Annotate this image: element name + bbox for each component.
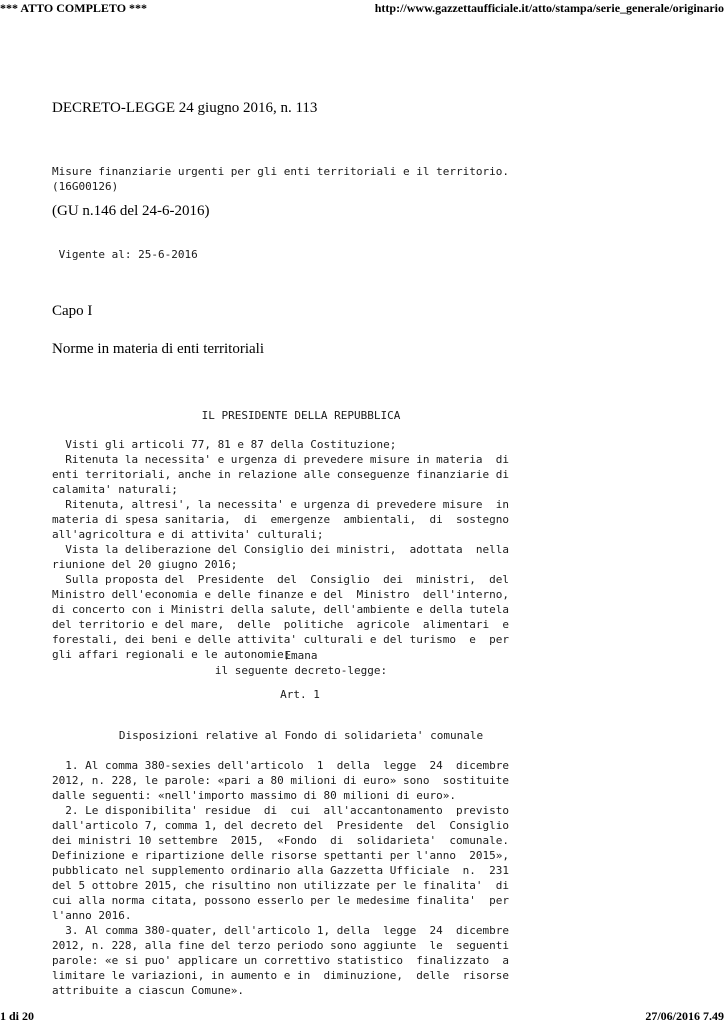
decree-subtitle: Misure finanziarie urgenti per gli enti territoriali e il territorio. (16G00126) [52, 165, 509, 193]
preamble-text: Visti gli articoli 77, 81 e 87 della Costituzione; Ritenuta la necessita' e urgenza di prevedere misure in materia di enti territoriali, anche in relazione alle conseguenze finanziarie di calamita' naturali; Ritenuta, altresi', la necessita' e urgenza di prevedere misure in materia di spesa sanitaria, di emergenze ambientali, di sostegno all'agricoltura e di attivita' culturali; Vista la deliberazione del Consiglio dei ministri, adottata nella riunione del 20 giugno 2016; Sulla proposta del Presidente del Consiglio dei ministri, del Ministro dell'economia e delle finanze e del Ministro dell'interno, di concerto con i Ministri della salute, dell'ambiente e della tutela del territorio e del mare, delle politiche agricole alimentari e forestali, dei beni e delle attivita' culturali e del turismo e per gli affari regionali e le autonomie; [52, 438, 509, 661]
effective-date: Vigente al: 25-6-2016 [52, 248, 198, 261]
article-number: Art. 1 [280, 688, 320, 701]
enactment-formula: Emana il seguente decreto-legge: [214, 649, 388, 677]
page-counter: 1 di 20 [0, 1009, 35, 1023]
chapter-heading: Capo I [52, 303, 93, 319]
article-title: Disposizioni relative al Fondo di solidarieta' comunale [118, 729, 484, 742]
print-header-label: *** ATTO COMPLETO *** [0, 1, 148, 15]
gazette-reference: (GU n.146 del 24-6-2016) [52, 203, 210, 219]
decree-title: DECRETO-LEGGE 24 giugno 2016, n. 113 [52, 100, 318, 116]
chapter-title: Norme in materia di enti territoriali [52, 341, 265, 357]
print-timestamp: 27/06/2016 7.49 [645, 1009, 724, 1023]
print-header-url: http://www.gazzettaufficiale.it/atto/stampa/serie_generale/originario [374, 1, 724, 15]
president-heading: IL PRESIDENTE DELLA REPUBBLICA [201, 409, 401, 422]
article-body: 1. Al comma 380-sexies dell'articolo 1 della legge 24 dicembre 2012, n. 228, le parole: «pari a 80 milioni di euro» sono sostituite dalle seguenti: «nell'importo massimo di 80 milioni di euro». 2. Le disponibilita' residue di cui all'accantonamento previsto dall'articolo 7, comma 1, del decreto del Presidente del Consiglio dei ministri 10 settembre 2015, «Fondo di solidarieta' comunale. Definizione e ripartizione delle risorse spettanti per l'anno 2015», pubblicato nel supplemento ordinario alla Gazzetta Ufficiale n. 231 del 5 ottobre 2015, che risultino non utilizzate per le finalita' di cui alla norma citata, possono esserlo per le medesime finalita' per l'anno 2016. 3. Al comma 380-quater, dell'articolo 1, della legge 24 dicembre 2012, n. 228, alla fine del terzo periodo sono aggiunte le seguenti parole: «e si puo' applicare un correttivo statistico finalizzato a limitare le variazioni, in aumento e in diminuzione, delle risorse attribuite a ciascun Comune». [52, 759, 509, 997]
